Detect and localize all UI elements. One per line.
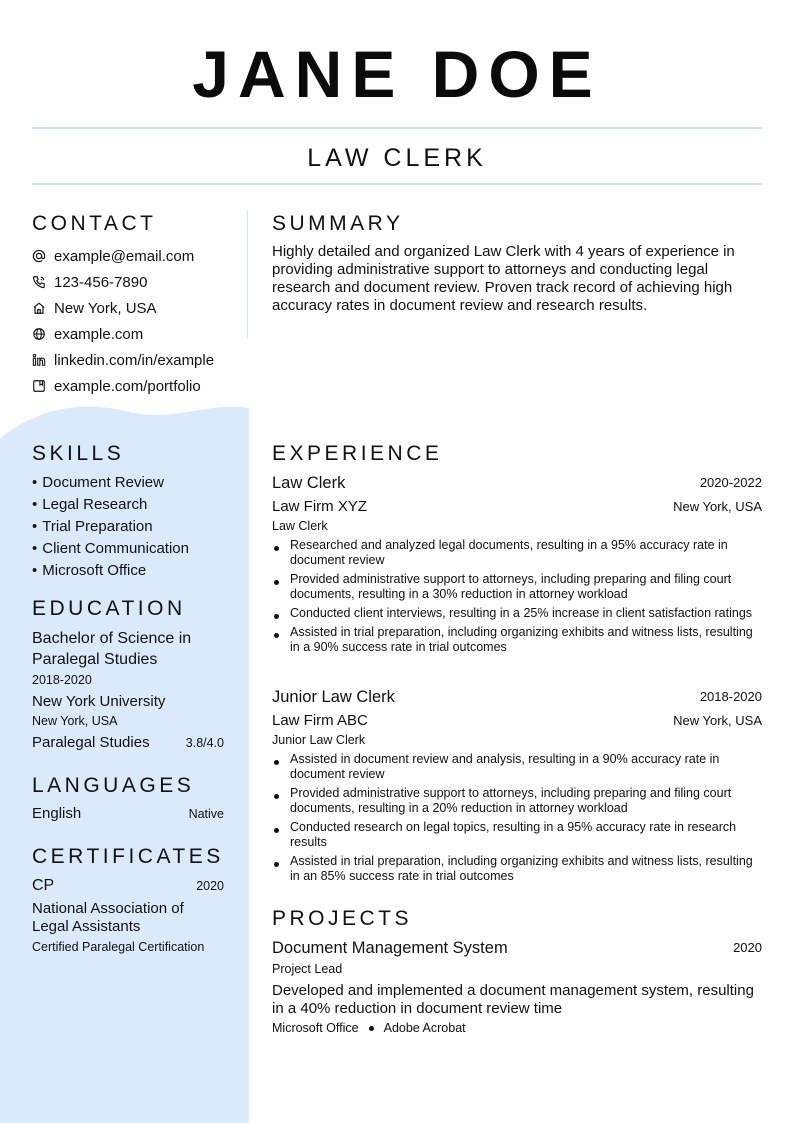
skill-item: • Legal Research <box>32 494 189 516</box>
experience-heading: EXPERIENCE <box>272 442 443 465</box>
column-divider <box>247 211 248 338</box>
certificate-year: 2020 <box>196 879 224 893</box>
separator-dot <box>369 1026 374 1031</box>
summary-text: Highly detailed and organized Law Clerk with 4 years of experience in providing administrative support to attorneys and conducting legal research and document review. Proven track record of achieving high accuracy rates in document review and research results. <box>272 243 735 314</box>
summary-heading: SUMMARY <box>272 212 404 235</box>
job-dates: 2018-2020 <box>699 689 762 704</box>
home-icon <box>32 299 54 317</box>
bullet-item: Provided administrative support to attorneys, including preparing and filing court documents, resulting in a 20% reduction in attorney workload <box>272 786 762 816</box>
contact-location: New York, USA <box>32 295 214 321</box>
project-name: Document Management System <box>272 939 508 957</box>
job-location: New York, USA <box>673 499 762 514</box>
header-divider-top <box>32 127 762 129</box>
skill-item: • Client Communication <box>32 538 189 560</box>
contact-portfolio[interactable]: example.com/portfolio <box>32 373 214 399</box>
bullet-item: Assisted in trial preparation, including organizing exhibits and witness lists, resulting in a 90% success rate in trial outcomes <box>272 625 762 655</box>
contact-linkedin[interactable]: linkedin.com/in/example <box>32 347 214 373</box>
contact-email[interactable]: example@email.com <box>32 243 214 269</box>
candidate-name: JANE DOE <box>192 37 602 111</box>
education-field: Paralegal Studies <box>32 734 150 751</box>
project-tool: Microsoft Office <box>272 1021 359 1035</box>
languages-heading: LANGUAGES <box>32 774 195 797</box>
education-location: New York, USA <box>32 714 118 728</box>
certificate-name: CP <box>32 877 55 894</box>
job-company: Law Firm ABC <box>272 712 368 729</box>
project-tools <box>272 1020 466 1036</box>
bullet-item: Assisted in trial preparation, including organizing exhibits and witness lists, resulting in an 85% success rate in trial outcomes <box>272 854 762 884</box>
portfolio-icon <box>32 377 54 395</box>
globe-icon <box>32 325 54 343</box>
header-divider-bottom <box>32 183 762 185</box>
skill-item: • Trial Preparation <box>32 516 189 538</box>
job-location: New York, USA <box>673 713 762 728</box>
skill-item: • Document Review <box>32 472 189 494</box>
job-dates: 2020-2022 <box>699 475 762 490</box>
projects-heading: PROJECTS <box>272 907 413 930</box>
job-title: Law Clerk <box>272 474 346 492</box>
education-years: 2018-2020 <box>32 673 92 687</box>
job-title: Junior Law Clerk <box>272 688 395 706</box>
education-gpa: 3.8/4.0 <box>185 736 224 750</box>
contact-website[interactable]: example.com <box>32 321 214 347</box>
certificates-heading: CERTIFICATES <box>32 845 224 868</box>
project-role: Project Lead <box>272 962 343 976</box>
bullet-item: Researched and analyzed legal documents, resulting in a 95% accuracy rate in document review <box>272 538 762 568</box>
job-role: Junior Law Clerk <box>272 733 366 747</box>
certificate-issuer: National Association of Legal Assistants <box>32 900 184 935</box>
job-bullets <box>272 752 762 888</box>
certificate-description: Certified Paralegal Certification <box>32 940 205 954</box>
skills-list <box>32 472 189 582</box>
skill-item: • Microsoft Office <box>32 560 189 582</box>
contact-phone[interactable]: 123-456-7890 <box>32 269 214 295</box>
contact-list <box>32 243 214 399</box>
bullet-item: Provided administrative support to attorneys, including preparing and filing court documents, resulting in a 30% reduction in attorney workload <box>272 572 762 602</box>
job-bullets <box>272 538 762 659</box>
language-level: Native <box>188 807 224 821</box>
bullet-item: Conducted client interviews, resulting in a 25% increase in client satisfaction ratings <box>272 606 762 621</box>
bullet-item: Assisted in document review and analysis, resulting in a 90% accuracy rate in document review <box>272 752 762 782</box>
phone-icon <box>32 273 54 291</box>
job-role: Law Clerk <box>272 519 328 533</box>
at-icon <box>32 247 54 265</box>
job-company: Law Firm XYZ <box>272 498 368 515</box>
bullet-item: Conducted research on legal topics, resulting in a 95% accuracy rate in research results <box>272 820 762 850</box>
linkedin-icon <box>32 351 54 369</box>
project-description: Developed and implemented a document management system, resulting in a 40% reduction in document review time <box>272 982 754 1017</box>
job-title-heading: LAW CLERK <box>307 144 487 172</box>
education-school: New York University <box>32 693 166 710</box>
language-name: English <box>32 805 82 822</box>
education-heading: EDUCATION <box>32 597 186 620</box>
skills-heading: SKILLS <box>32 442 125 465</box>
contact-heading: CONTACT <box>32 212 157 235</box>
project-tool: Adobe Acrobat <box>383 1021 466 1035</box>
education-degree: Bachelor of Science in Paralegal Studies <box>32 630 192 668</box>
project-year: 2020 <box>733 940 762 955</box>
